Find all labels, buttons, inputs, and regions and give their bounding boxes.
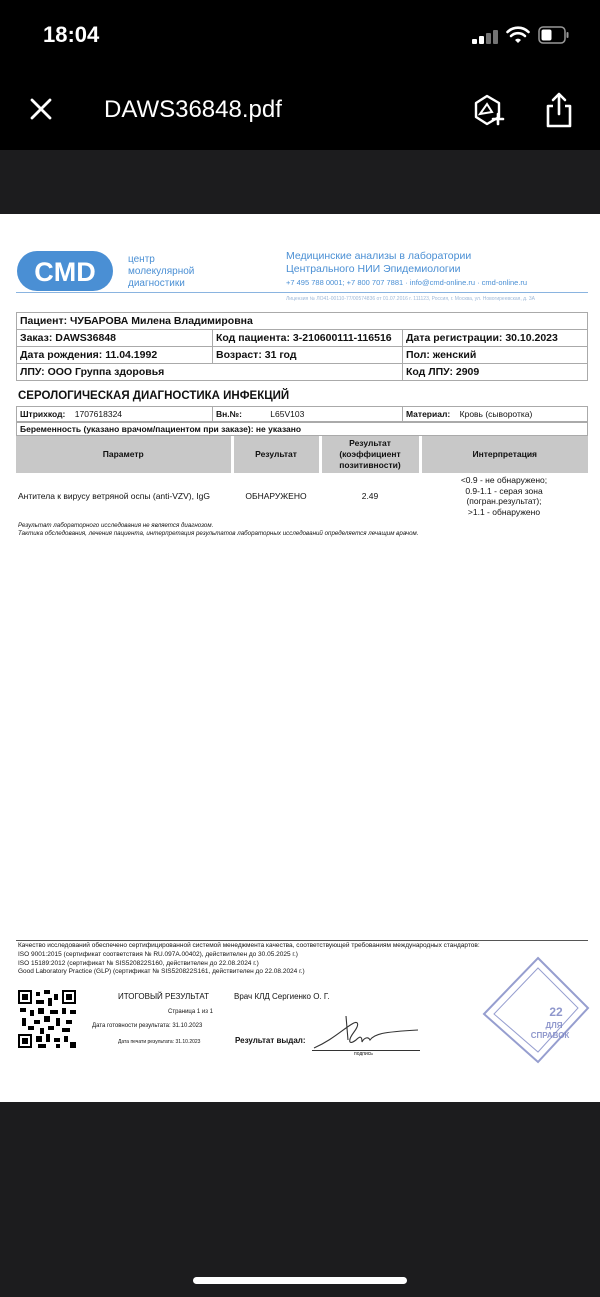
sample-meta-table xyxy=(16,406,588,422)
share-button[interactable] xyxy=(544,90,574,130)
header-result: Результат xyxy=(232,436,320,473)
status-time: 18:04 xyxy=(43,22,100,47)
footer-divider xyxy=(16,940,588,941)
patient-sex: Пол: женский xyxy=(403,347,588,364)
barcode-label: Штрихкод: xyxy=(20,409,66,419)
wifi-icon xyxy=(506,25,530,45)
viewer-background-bottom xyxy=(0,1102,600,1297)
header-parameter: Параметр xyxy=(16,436,232,473)
material-value: Кровь (сыворотка) xyxy=(459,409,533,419)
registration-date: Дата регистрации: 30.10.2023 xyxy=(403,330,588,347)
viewer-toolbar xyxy=(0,70,600,150)
header-divider xyxy=(16,292,588,293)
battery-icon xyxy=(538,26,570,44)
print-date: Дата печати результата: 31.10.2023 xyxy=(118,1039,201,1045)
disclaimer: Результат лабораторного исследования не является диагнозом. Тактика обследования, лечения пациента, интерпретация результатов лабораторных исследований определяется лечащим врачом. xyxy=(18,522,419,537)
header-interpretation: Интерпретация xyxy=(420,436,588,473)
vn-label: Вн.№: xyxy=(216,409,242,419)
close-button[interactable] xyxy=(26,94,56,124)
svg-text:ДЛЯ: ДЛЯ xyxy=(545,1021,563,1030)
signal-icon xyxy=(472,28,500,44)
vn-value: L65V103 xyxy=(270,409,305,419)
signature-label: подпись xyxy=(354,1051,373,1057)
quality-statement: Качество исследований обеспечено сертифицированной системой менеджмента качества, соответствующей требованиям международных стандартов: ISO 9001:2015 (сертификат соответствия № RU.097А.00402), действителен до 30.05.2025 г.) ISO 15189:2012 (сертификат № SIS520822S160, действителен до 22.08.2024 г.) Good Laboratory Practice (GLP) (сертификат № SIS520822S161, действителен до 22.08.2024 г.) xyxy=(18,942,480,976)
patient-code: Код пациента: 3-210600111-116516 xyxy=(213,330,403,347)
result-value: ОБНАРУЖЕНО xyxy=(245,491,307,501)
order-number: Заказ: DAWS36848 xyxy=(17,330,213,347)
section-title: СЕРОЛОГИЧЕСКАЯ ДИАГНОСТИКА ИНФЕКЦИЙ xyxy=(18,390,290,402)
result-parameter: Антитела к вирусу ветряной оспы (anti-VZV), IgG xyxy=(18,491,211,501)
lab-name: центр молекулярной диагностики xyxy=(128,254,195,289)
signature-mark xyxy=(312,1010,422,1054)
qr-code-icon xyxy=(18,990,76,1048)
lpu-code: Код ЛПУ: 2909 xyxy=(403,364,588,381)
lab-description: Медицинские анализы в лаборатории Центрального НИИ Эпидемиологии xyxy=(286,250,472,275)
doctor-name: Врач КЛД Сергиенко О. Г. xyxy=(234,992,330,1001)
markup-icon[interactable] xyxy=(472,92,508,128)
patient-age: Возраст: 31 год xyxy=(213,347,403,364)
birth-date: Дата рождения: 11.04.1992 xyxy=(17,347,213,364)
pdf-page[interactable] xyxy=(0,214,600,1102)
barcode-value: 1707618324 xyxy=(74,409,123,419)
table-row xyxy=(16,473,588,519)
stamp-mark xyxy=(476,950,596,1080)
header-coefficient: Результат (коэффициент позитивности) xyxy=(320,436,420,473)
logo-text: CMD xyxy=(34,257,96,287)
ready-date: Дата готовности результата: 31.10.2023 xyxy=(92,1023,203,1029)
lpu-name: ЛПУ: ООО Группа здоровья xyxy=(17,364,403,381)
result-coefficient: 2.49 xyxy=(361,491,379,501)
license-text: Лицензия № ЛО41-00110-77/00574836 от 01.07.2016 г. 111123, Россия, г. Москва, ул. Новогиреевская, д. 3А xyxy=(286,296,535,302)
pregnancy-status: Беременность (указано врачом/пациентом при заказе): не указано xyxy=(16,422,588,436)
document-title: DAWS36848.pdf xyxy=(104,96,282,123)
material-label: Материал: xyxy=(406,409,451,419)
issued-by-label: Результат выдал: xyxy=(235,1036,306,1045)
svg-text:22: 22 xyxy=(549,1005,563,1019)
lab-contacts: +7 495 788 0001; +7 800 707 7881 · info@cmd-online.ru · cmd-online.ru xyxy=(286,278,528,287)
status-bar xyxy=(0,0,600,70)
results-table xyxy=(16,436,588,519)
svg-text:СПРАВОК: СПРАВОК xyxy=(530,1031,570,1040)
final-result-label: ИТОГОВЫЙ РЕЗУЛЬТАТ xyxy=(118,992,209,1001)
result-interpretation: <0.9 - не обнаружено; 0.9-1.1 - серая зона (погран.результат); >1.1 - обнаружено xyxy=(460,475,548,517)
home-indicator[interactable] xyxy=(193,1277,407,1284)
viewer-background xyxy=(0,150,600,214)
patient-name: Пациент: ЧУБАРОВА Милена Владимировна xyxy=(17,313,588,330)
cmd-logo xyxy=(16,250,114,292)
page-number: Страница 1 из 1 xyxy=(168,1009,213,1015)
patient-info-table xyxy=(16,312,588,381)
